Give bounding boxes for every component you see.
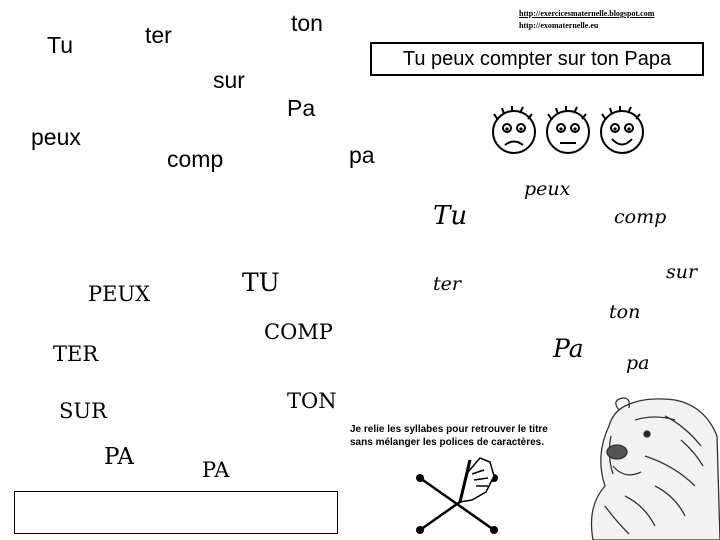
faces-sad-neutral-happy-icon [488, 100, 648, 164]
bear-illustration [585, 396, 720, 540]
syllable-sans-sur: sur [213, 67, 245, 93]
blog-url-link[interactable]: http://exercicesmaternelle.blogspot.com [519, 9, 655, 18]
syllable-script-pa-capital: Pa [553, 334, 584, 363]
syllable-sans-tu: Tu [47, 32, 73, 58]
syllable-caps-ter: TER [53, 342, 99, 366]
syllable-sans-pa: pa [349, 142, 375, 168]
instructions-line-1: Je relie les syllabes pour retrouver le titre [350, 424, 548, 435]
syllable-script-ton: ton [609, 301, 641, 323]
syllable-script-pa: pa [626, 352, 650, 374]
syllable-sans-pa-capital: Pa [287, 95, 316, 121]
syllable-sans-ter: ter [145, 22, 172, 48]
syllable-sans-peux: peux [31, 124, 81, 150]
instructions-line-2: sans mélanger les polices de caractères. [350, 437, 544, 448]
title-box: Tu peux compter sur ton Papa [370, 42, 704, 76]
syllable-script-comp: comp [614, 206, 667, 228]
syllable-script-tu: Tu [433, 201, 468, 231]
syllable-caps-tu: TU [242, 268, 280, 297]
syllable-sans-comp: comp [167, 146, 224, 172]
answer-box[interactable] [14, 491, 338, 534]
syllable-caps-pa-1: PA [104, 444, 134, 470]
syllable-caps-peux: PEUX [88, 282, 151, 306]
syllable-sans-ton: ton [291, 10, 323, 36]
syllable-script-sur: sur [666, 261, 698, 283]
hand-drawing-lines-icon [410, 452, 510, 538]
syllable-script-ter: ter [433, 273, 461, 295]
syllable-script-peux: peux [524, 178, 571, 200]
syllable-caps-ton: TON [287, 389, 337, 413]
syllable-caps-pa-2: PA [202, 458, 230, 482]
syllable-caps-sur: SUR [59, 399, 107, 423]
instructions-text [350, 423, 590, 449]
syllable-caps-comp: COMP [264, 320, 333, 344]
site-url-text: http://exomaternelle.eu [519, 21, 599, 30]
